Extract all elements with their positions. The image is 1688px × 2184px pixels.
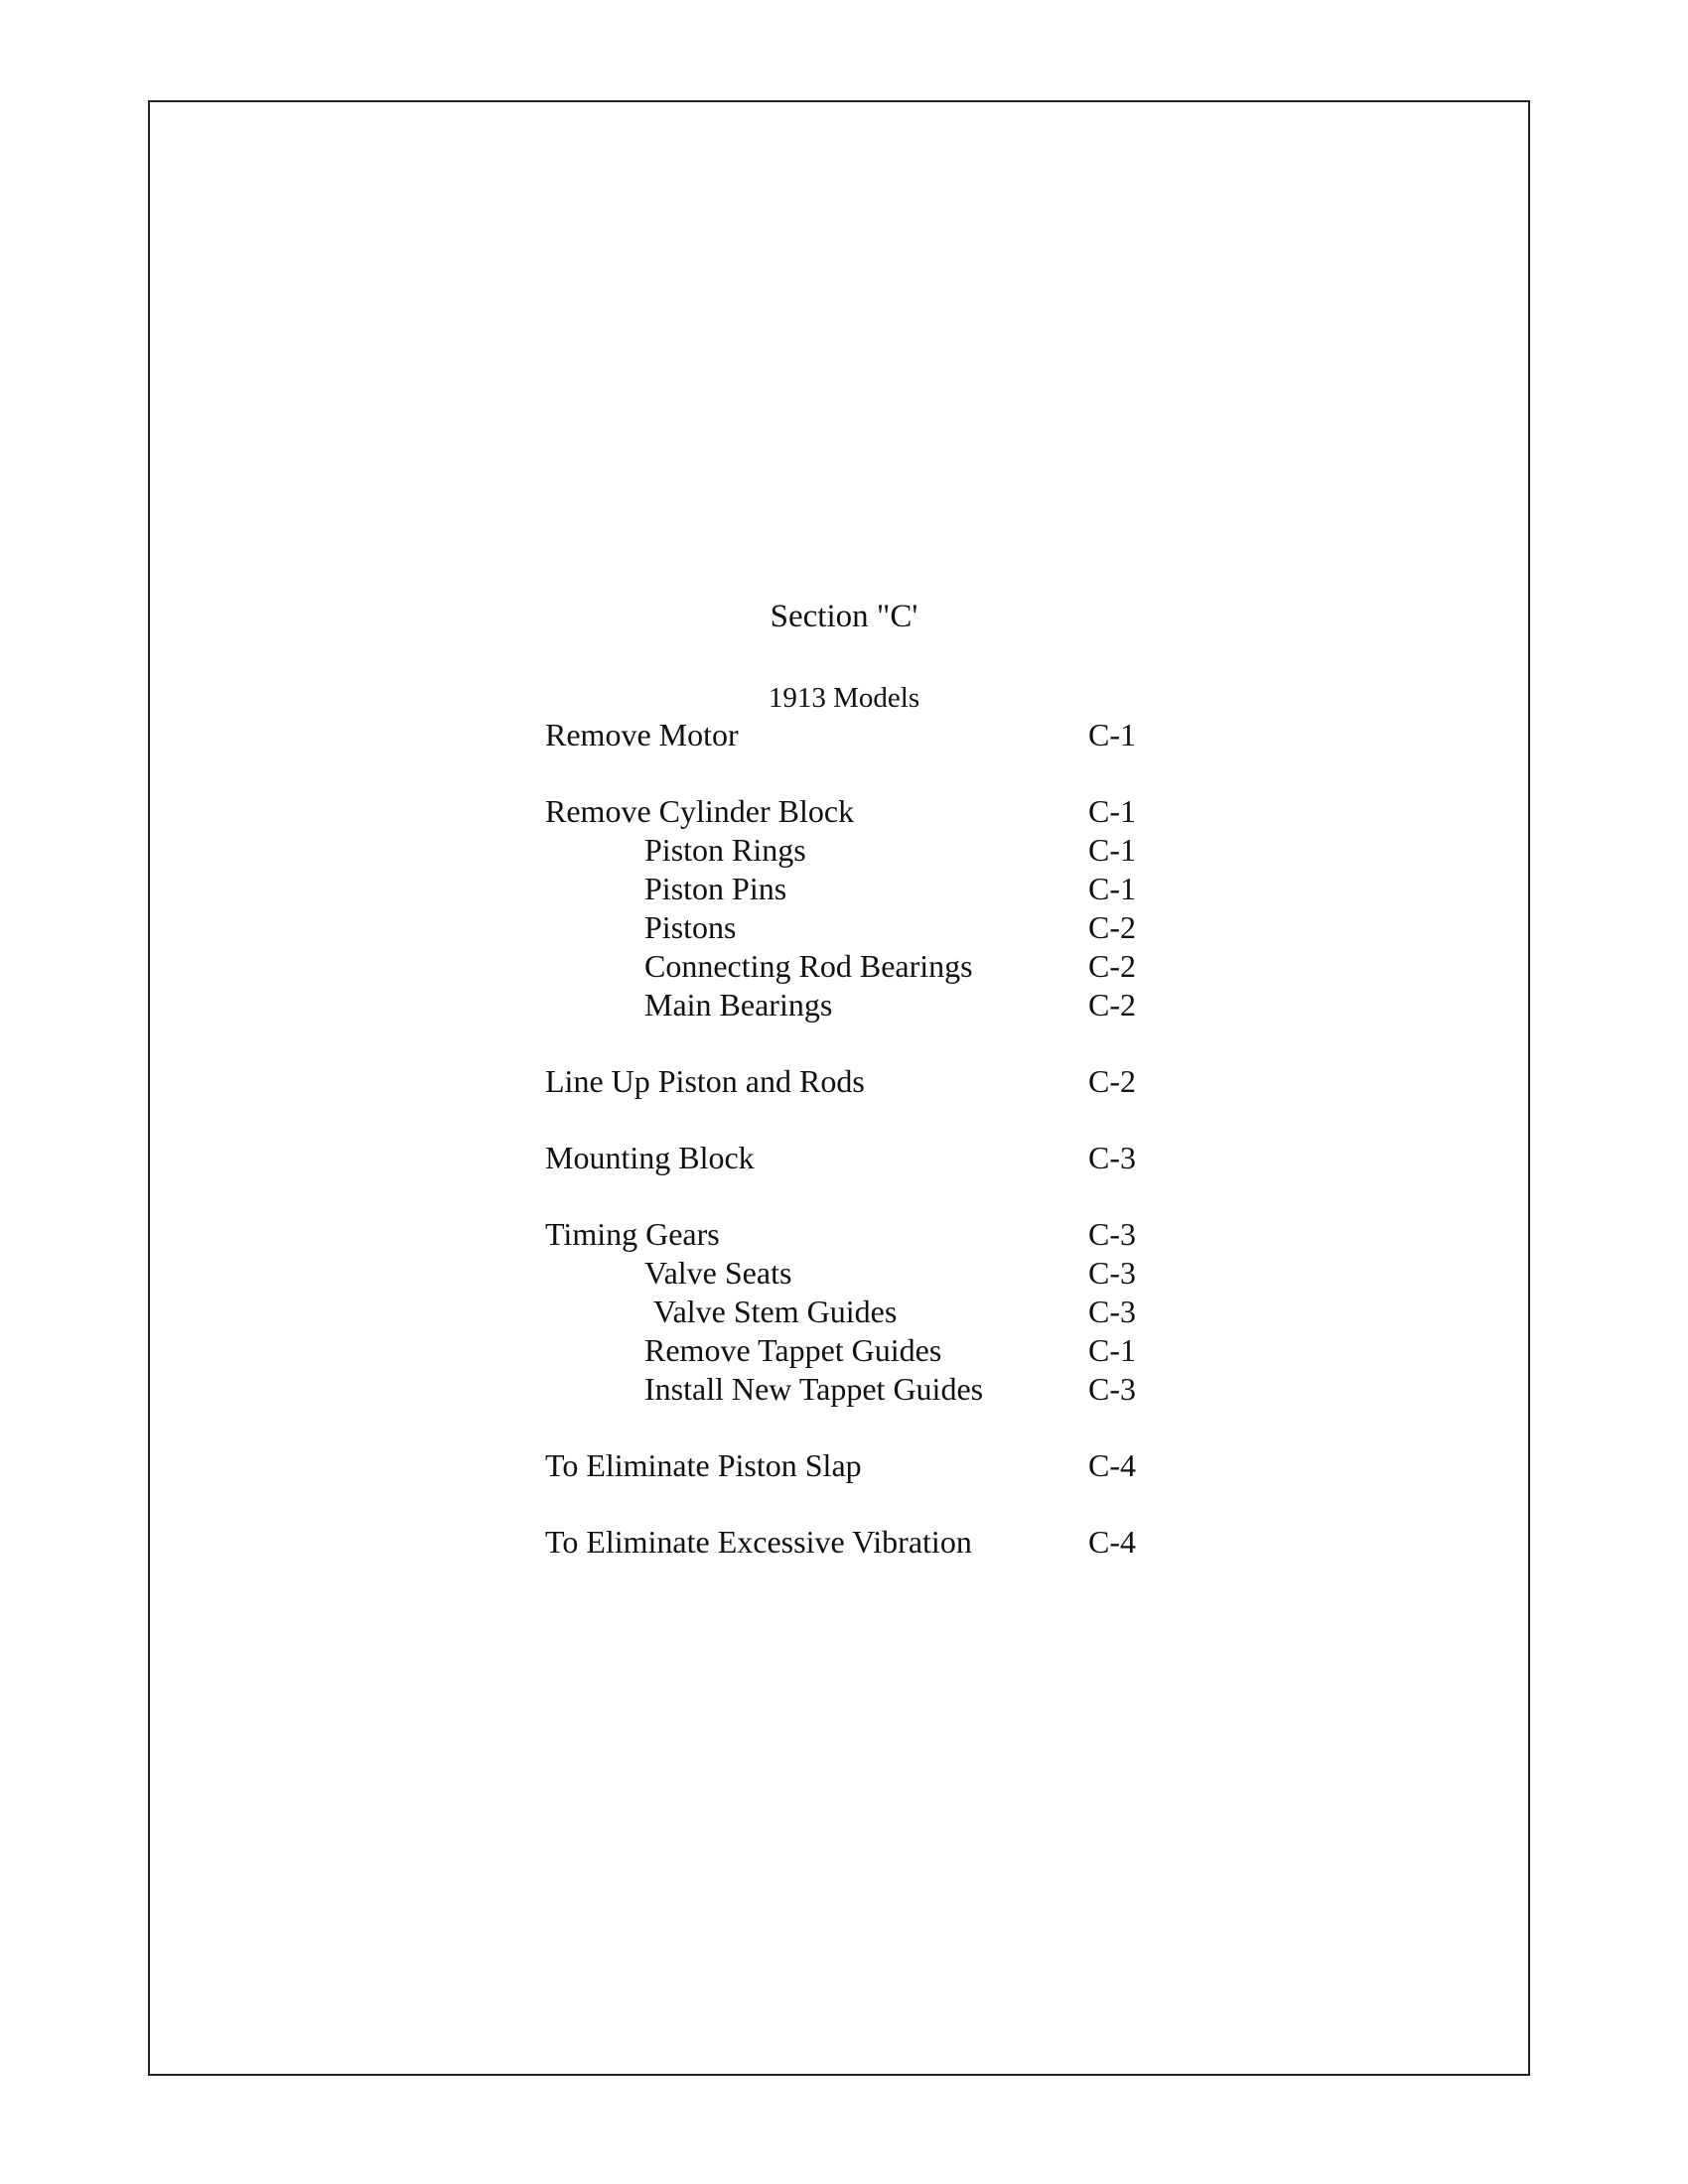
toc-entry bbox=[545, 1523, 1161, 1562]
toc-subentry bbox=[545, 908, 1161, 947]
toc-entry-label: Line Up Piston and Rods bbox=[545, 1063, 865, 1099]
toc-subentry bbox=[545, 1254, 1161, 1293]
toc-entry-label: Main Bearings bbox=[644, 987, 833, 1023]
toc-entry-page: C-3 bbox=[1088, 1371, 1136, 1407]
toc-entry-page: C-3 bbox=[1088, 1140, 1136, 1175]
toc-entry-label: To Eliminate Excessive Vibration bbox=[545, 1524, 972, 1560]
toc-entry-page: C-2 bbox=[1088, 1063, 1136, 1099]
toc-entry-page: C-4 bbox=[1088, 1447, 1136, 1483]
toc-subentry bbox=[545, 986, 1161, 1024]
toc-entry-label: Remove Motor bbox=[545, 717, 739, 752]
toc-entry-label: Install New Tappet Guides bbox=[644, 1371, 984, 1407]
toc-entry bbox=[545, 1215, 1161, 1254]
toc-entry-label: Remove Tappet Guides bbox=[644, 1332, 942, 1368]
toc-subentry bbox=[545, 870, 1161, 908]
toc-entry-page: C-2 bbox=[1088, 909, 1136, 945]
toc-entry-page: C-1 bbox=[1088, 1332, 1136, 1368]
toc-entry-label: Pistons bbox=[644, 909, 737, 945]
toc-entry-label: Mounting Block bbox=[545, 1140, 755, 1175]
toc-entry-page: C-4 bbox=[1088, 1524, 1136, 1560]
toc-entry bbox=[545, 1139, 1161, 1177]
toc-entry-label: To Eliminate Piston Slap bbox=[545, 1447, 862, 1483]
toc-subentry bbox=[545, 1293, 1161, 1331]
toc-entry-label: Valve Stem Guides bbox=[653, 1294, 898, 1329]
toc-subentry bbox=[545, 1370, 1161, 1409]
toc-entry-page: C-1 bbox=[1088, 871, 1136, 906]
toc-entry bbox=[545, 716, 1161, 754]
toc-entry-page: C-1 bbox=[1088, 793, 1136, 829]
section-title-text: Section "C' bbox=[770, 599, 918, 634]
toc-entry bbox=[545, 1446, 1161, 1485]
toc-entry-label: Piston Rings bbox=[644, 832, 806, 868]
toc-entry-page: C-2 bbox=[1088, 948, 1136, 984]
toc-entry-label: Piston Pins bbox=[644, 871, 787, 906]
toc-entry-page: C-1 bbox=[1088, 717, 1136, 752]
toc-subentry bbox=[545, 947, 1161, 986]
toc-entry-label: Timing Gears bbox=[545, 1216, 720, 1252]
table-of-contents bbox=[545, 716, 1161, 1562]
models-subtitle: 1913 Models bbox=[768, 682, 920, 714]
toc-entry-page: C-3 bbox=[1088, 1294, 1136, 1329]
toc-entry-label: Remove Cylinder Block bbox=[545, 793, 855, 829]
toc-subentry bbox=[545, 1331, 1161, 1370]
toc-entry-page: C-3 bbox=[1088, 1255, 1136, 1291]
toc-entry-label: Valve Seats bbox=[644, 1255, 792, 1291]
toc-entry-page: C-1 bbox=[1088, 832, 1136, 868]
toc-entry-page: C-3 bbox=[1088, 1216, 1136, 1252]
toc-entry-page: C-2 bbox=[1088, 987, 1136, 1023]
toc-entry bbox=[545, 792, 1161, 831]
toc-subentry bbox=[545, 831, 1161, 870]
toc-entry-label: Connecting Rod Bearings bbox=[644, 948, 973, 984]
toc-entry bbox=[545, 1062, 1161, 1101]
section-title bbox=[0, 597, 1688, 636]
